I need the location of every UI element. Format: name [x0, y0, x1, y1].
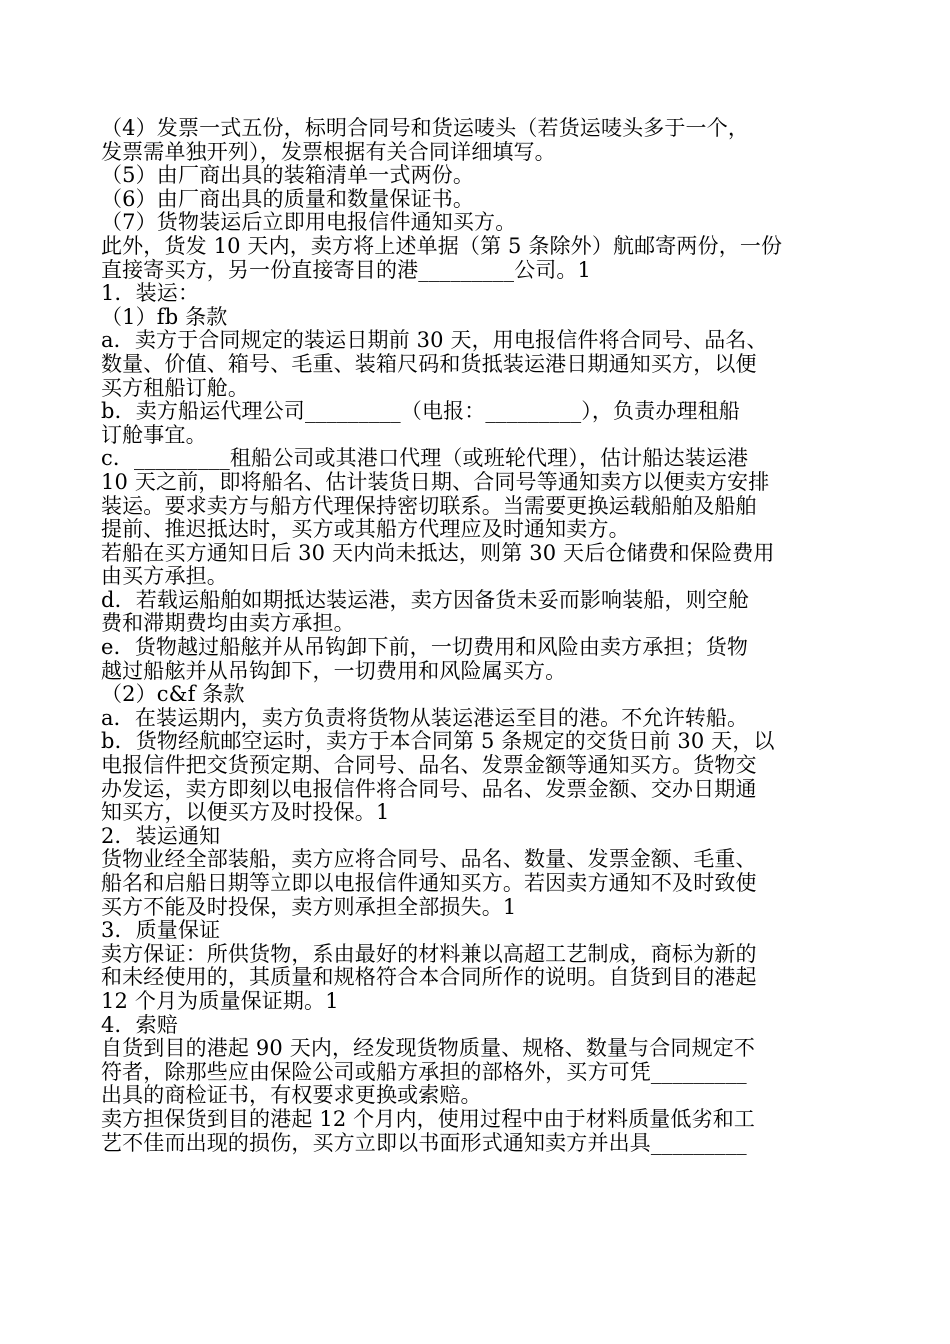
text-line: b．货物经航邮空运时，卖方于本合同第 5 条规定的交货日前 30 天，以	[101, 729, 775, 754]
text-line: 知买方，以便买方及时投保。1	[101, 800, 390, 825]
text-line: （6）由厂商出具的质量和数量保证书。	[101, 186, 475, 211]
text-line: 提前、推迟抵达时，买方或其船方代理应及时通知卖方。	[101, 517, 630, 542]
text-line: 订舱事宜。	[101, 422, 207, 447]
text-line: 数量、价值、箱号、毛重、装箱尺码和货抵装运港日期通知买方，以便	[101, 351, 757, 376]
text-line: 符者，除那些应由保险公司或船方承担的部格外，买方可凭_________	[101, 1059, 747, 1084]
text-line: 装运。要求卖方与船方代理保持密切联系。当需要更换运载船舶及船舶	[101, 493, 757, 518]
text-line: 出具的商检证书，有权要求更换或索赔。	[101, 1083, 482, 1108]
text-line: e．货物越过船舷并从吊钩卸下前，一切费用和风险由卖方承担；货物	[101, 635, 749, 660]
text-line: a．卖方于合同规定的装运日期前 30 天，用电报信件将合同号、品名、	[101, 328, 768, 353]
subsection-heading: （1）fb 条款	[101, 304, 228, 329]
text-line: 买方不能及时投保，卖方则承担全部损失。1	[101, 894, 517, 919]
text-line: （5）由厂商出具的装箱清单一式两份。	[101, 163, 475, 188]
text-line: 由买方承担。	[101, 564, 228, 589]
text-line: 船名和启船日期等立即以电报信件通知买方。若因卖方通知不及时致使	[101, 871, 757, 895]
text-line: 买方租船订舱。	[101, 375, 250, 400]
text-line: 发票需单独开列），发票根据有关合同详细填写。	[101, 139, 556, 164]
section-heading: 3．质量保证	[101, 918, 221, 943]
text-line: 此外，货发 10 天内，卖方将上述单据（第 5 条除外）航邮寄两份，一份	[101, 233, 783, 258]
text-line: 艺不佳而出现的损伤，买方立即以书面形式通知卖方并出具_________	[101, 1130, 747, 1155]
text-line: 卖方担保货到目的港起 12 个月内，使用过程中由于材料质量低劣和工	[101, 1106, 756, 1131]
text-line: a．在装运期内，卖方负责将货物从装运港运至目的港。不允许转船。	[101, 705, 749, 730]
section-heading: 4．索赔	[101, 1012, 178, 1037]
text-line: 10 天之前，即将船名、估计装货日期、合同号等通知卖方以便卖方安排	[101, 469, 770, 494]
text-line: b．卖方船运代理公司_________（电报：_________），负责办理租船	[101, 399, 740, 424]
text-line: 自货到目的港起 90 天内，经发现货物质量、规格、数量与合同规定不	[101, 1036, 756, 1061]
text-line: 卖方保证：所供货物，系由最好的材料兼以高超工艺制成，商标为新的	[101, 941, 757, 966]
text-line: 货物业经全部装船，卖方应将合同号、品名、数量、发票金额、毛重、	[101, 847, 757, 872]
text-line: （7）货物装运后立即用电报信件通知买方。	[101, 210, 517, 235]
text-line: 办发运，卖方即刻以电报信件将合同号、品名、发票金额、交办日期通	[101, 776, 757, 801]
section-heading: 2．装运通知	[101, 823, 221, 848]
text-line: 越过船舷并从吊钩卸下，一切费用和风险属买方。	[101, 658, 567, 683]
text-line: c．_________租船公司或其港口代理（或班轮代理），估计船达装运港	[101, 446, 749, 471]
text-line: 电报信件把交货预定期、合同号、品名、发票金额等通知买方。货物交	[101, 753, 757, 778]
text-line: d．若载运船舶如期抵达装运港，卖方因备货未妥而影响装船，则空舱	[101, 587, 750, 612]
document-body	[101, 117, 853, 1155]
text-line: 12 个月为质量保证期。1	[101, 988, 339, 1013]
text-line: 直接寄买方，另一份直接寄目的港_________公司。1	[101, 257, 592, 282]
text-line: 和未经使用的，其质量和规格符合本合同所作的说明。自货到目的港起	[101, 965, 757, 990]
subsection-heading: （2）c&f 条款	[101, 682, 245, 707]
text-line: （4）发票一式五份，标明合同号和货运唛头（若货运唛头多于一个，	[101, 116, 750, 140]
text-line: 若船在买方通知日后 30 天内尚未抵达，则第 30 天后仓储费和保险费用	[101, 540, 775, 565]
text-line: 费和滞期费均由卖方承担。	[101, 611, 355, 636]
section-heading: 1．装运：	[101, 281, 200, 306]
